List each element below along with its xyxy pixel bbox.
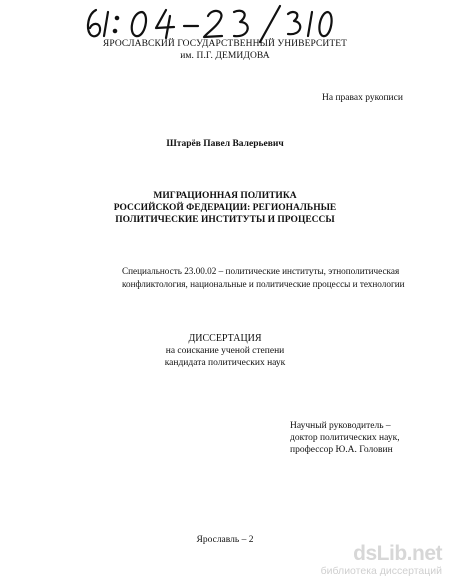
handwritten-archive-code (84, 4, 334, 44)
specialty-line1: Специальность 23.00.02 – политические институты, этнополитическая (122, 266, 400, 276)
dissertation-heading: ДИССЕРТАЦИЯ (188, 333, 262, 344)
supervisor-line1: Научный руководитель – (290, 421, 391, 431)
dissertation-degree-line: на соискание ученой степени (165, 346, 285, 356)
thesis-title-line1: МИГРАЦИОННАЯ ПОЛИТИКА (153, 191, 297, 201)
city-year: Ярославль – 2 (196, 535, 254, 545)
thesis-title-line2: РОССИЙСКОЙ ФЕДЕРАЦИИ: РЕГИОНАЛЬНЫЕ (113, 203, 337, 213)
supervisor-line2: доктор политических наук, (290, 433, 400, 443)
thesis-title-line3: ПОЛИТИЧЕСКИЕ ИНСТИТУТЫ И ПРОЦЕССЫ (115, 215, 335, 225)
author-name: Штарёв Павел Валерьевич (166, 139, 284, 149)
university-name-line2: им. П.Г. ДЕМИДОВА (180, 51, 270, 61)
rights-note: На правах рукописи (322, 93, 403, 103)
watermark-tagline: библиотека диссертаций (320, 565, 442, 577)
handwritten-code-graphic (84, 4, 334, 44)
university-name-line1: ЯРОСЛАВСКИЙ ГОСУДАРСТВЕННЫЙ УНИВЕРСИТЕТ (102, 39, 348, 49)
watermark-name: dsLib.net (353, 542, 442, 565)
supervisor-line3: профессор Ю.А. Головин (290, 445, 393, 455)
specialty-line2: конфликтология, национальные и политические процессы и технологии (122, 279, 405, 289)
watermark (321, 543, 442, 577)
dissertation-field-line: кандидата политических наук (164, 358, 286, 368)
